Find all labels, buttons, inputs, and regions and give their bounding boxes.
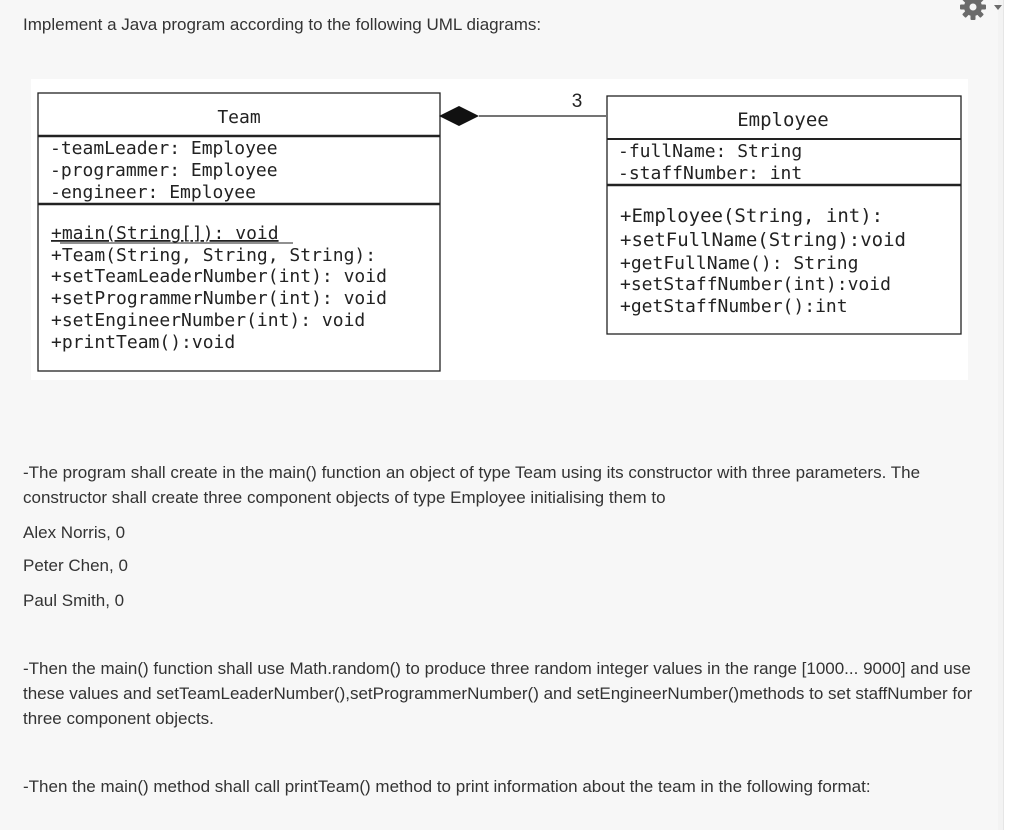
composition-association — [439, 91, 606, 126]
multiplicity-label: 3 — [571, 91, 583, 112]
team-attribute: -teamLeader: Employee — [50, 138, 278, 159]
employee-class-name: Employee — [737, 109, 829, 131]
employee-method: +Employee(String, int): — [620, 205, 884, 227]
team-class-name: Team — [217, 107, 261, 128]
employee-attribute: -fullName: String — [618, 141, 803, 162]
team-attribute: -programmer: Employee — [50, 160, 278, 181]
employee-method: +getFullName(): String — [620, 253, 859, 274]
employee-attribute: -staffNumber: int — [618, 163, 803, 184]
team-attribute: -engineer: Employee — [50, 182, 256, 203]
name-line: Paul Smith, 0 — [23, 591, 125, 610]
instruction-paragraph-3: -Then the main() method shall call printTeam() method to print information about the team in the following format: — [23, 777, 871, 796]
name-line: Alex Norris, 0 — [23, 523, 126, 542]
employee-class-box — [607, 96, 961, 334]
team-method: +printTeam():void — [51, 332, 236, 353]
instruction-paragraph-1: -The program shall create in the main() function an object of type Team using its constructor with three parameters. The constructor shall create three component objects of type Employee initialising them to — [23, 463, 921, 507]
team-method: +setTeamLeaderNumber(int): void — [51, 266, 387, 287]
caret-down-icon — [994, 5, 1002, 10]
team-method: +Team(String, String, String): — [51, 245, 377, 266]
gear-icon — [960, 0, 986, 20]
team-class-box — [38, 93, 440, 371]
instruction-paragraph-2: -Then the main() function shall use Math.random() to produce three random integer values in the range [1000... 9000] and use these values and setTeamLeaderNumber(),setProgrammerNumber() and setEngineerNumber()methods to set staffNumber for three component objects. — [23, 659, 973, 728]
composition-diamond — [439, 106, 479, 126]
employee-method: +setStaffNumber(int):void — [620, 274, 891, 295]
employee-method: +setFullName(String):void — [620, 229, 906, 251]
scrollbar-track[interactable] — [1003, 0, 1024, 830]
team-method: +setProgrammerNumber(int): void — [51, 288, 387, 309]
employee-method: +getStaffNumber():int — [620, 296, 848, 317]
settings-button[interactable] — [958, 0, 1006, 22]
uml-diagram — [31, 79, 968, 380]
team-method-static: +main(String[]): void — [51, 223, 279, 244]
name-line: Peter Chen, 0 — [23, 556, 128, 575]
intro-text: Implement a Java program according to the following UML diagrams: — [23, 15, 542, 34]
team-method: +setEngineerNumber(int): void — [51, 310, 366, 331]
